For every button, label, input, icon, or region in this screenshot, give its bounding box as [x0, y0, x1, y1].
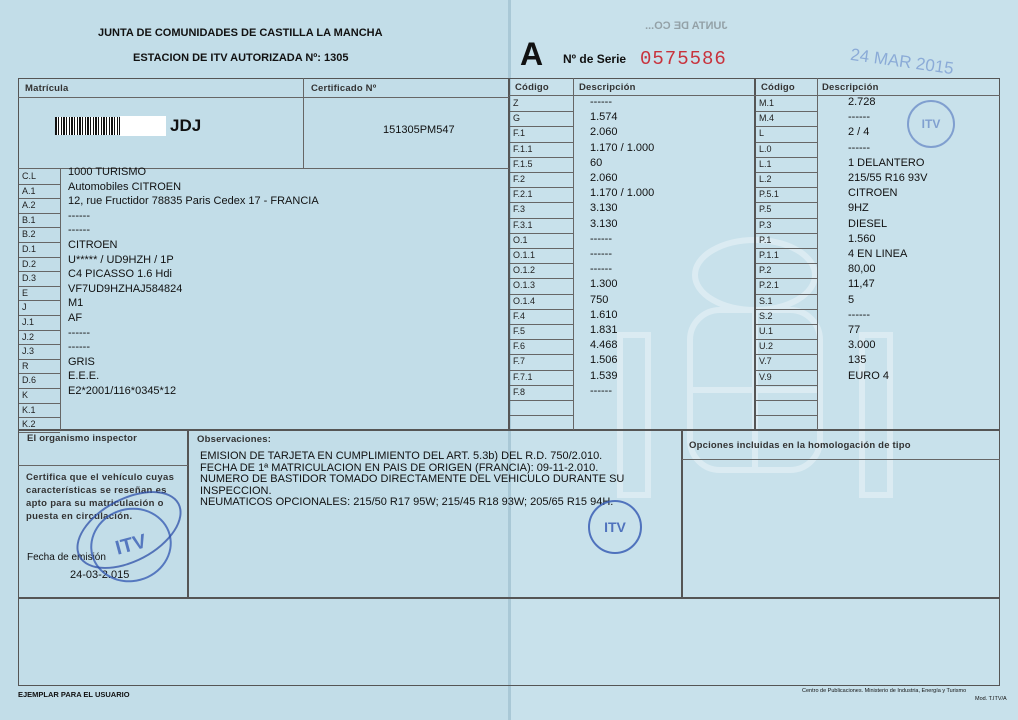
left-row-line	[19, 330, 60, 331]
left-row-line	[19, 300, 60, 301]
right-code: S.1	[759, 295, 773, 306]
observacion-line: NEUMATICOS OPCIONALES: 215/50 R17 95W; 215/45 R18 93W; 205/65 R15 94H.	[200, 496, 614, 508]
mid-value: 1.170 / 1.000	[590, 141, 655, 154]
plate-suffix: JDJ	[170, 116, 202, 135]
form-letter: A	[520, 36, 544, 72]
left-row-line	[19, 271, 60, 272]
left-code: D.3	[22, 273, 37, 284]
right-code: L.1	[759, 158, 772, 169]
right-row-line	[756, 324, 817, 325]
org-title: JUNTA DE COMUNIDADES DE CASTILLA LA MANCHA	[98, 27, 383, 39]
right-value: 135	[848, 354, 867, 367]
left-code: D.6	[22, 375, 37, 386]
mid-row-line	[510, 218, 573, 219]
right-row-line	[756, 202, 817, 203]
right-descripcion-label: Descripción	[822, 82, 879, 93]
bottom-frame	[18, 598, 1000, 686]
mid-code: F.5	[513, 326, 526, 336]
plate-redaction	[120, 116, 166, 136]
right-row-line	[756, 385, 817, 386]
left-value: ------	[68, 341, 90, 354]
mid-code: F.7	[513, 356, 526, 367]
left-code: E	[22, 287, 29, 298]
left-code: J	[22, 302, 27, 313]
mid-row-line	[510, 324, 573, 325]
right-value: 1.560	[848, 232, 876, 245]
observacion-line: NUMERO DE BASTIDOR TOMADO DIRECTAMENTE DEL VEHICULO DURANTE SU	[200, 473, 625, 485]
itv-mark-obs: ITV	[604, 519, 626, 535]
right-code: P.5	[759, 204, 772, 215]
right-row-line	[756, 339, 817, 340]
right-row-line	[756, 248, 817, 249]
right-code: M.1	[759, 98, 775, 108]
left-value: U***** / UD9HZH / 1P	[68, 253, 174, 266]
right-value: ------	[848, 308, 870, 321]
left-code: J.3	[22, 346, 35, 357]
right-code: P.3	[759, 219, 772, 230]
right-code: M.4	[759, 113, 775, 124]
right-row-line	[756, 172, 817, 173]
right-value: 9HZ	[848, 202, 869, 215]
mid-row-line	[510, 354, 573, 355]
right-row-line	[756, 294, 817, 295]
left-code: B.2	[22, 229, 36, 240]
right-codigo-label: Código	[761, 82, 795, 93]
middle-descripcion-label: Descripción	[579, 82, 636, 93]
middle-codigo-label: Código	[515, 82, 549, 93]
mid-row-line	[510, 263, 573, 264]
left-value: GRIS	[68, 355, 95, 368]
mid-row-line	[510, 126, 573, 127]
mid-value: ------	[590, 96, 612, 108]
left-code: K	[22, 390, 29, 400]
right-value: 1 DELANTERO	[848, 156, 925, 169]
left-code: K.2	[22, 419, 36, 430]
left-row-line	[19, 184, 60, 185]
right-row-line	[756, 309, 817, 310]
left-value: E.E.E.	[68, 370, 100, 383]
left-row-line	[19, 198, 60, 199]
right-value: EURO 4	[848, 369, 889, 382]
organismo-label: El organismo inspector	[27, 433, 137, 444]
mid-code: F.1.5	[513, 158, 533, 169]
mid-code: F.1	[513, 128, 526, 139]
right-row-line	[756, 218, 817, 219]
mid-value: 1.170 / 1.000	[590, 187, 655, 200]
mid-code: F.4	[513, 310, 526, 321]
left-row-line	[19, 403, 60, 404]
left-value: VF7UD9HZHAJ584824	[68, 282, 183, 295]
right-code: V.7	[759, 356, 772, 367]
right-code: L	[759, 128, 765, 139]
footer-right-2: Mod. T.ITV/A	[975, 696, 1007, 702]
right-row-line	[756, 400, 817, 401]
right-code: U.2	[759, 341, 774, 352]
mid-row-line	[510, 142, 573, 143]
right-value: 80,00	[848, 263, 876, 276]
mid-row-line	[510, 309, 573, 310]
right-code: P.2	[759, 265, 772, 276]
mid-row-line	[510, 233, 573, 234]
itv-stamp-obs	[588, 500, 642, 554]
right-code: L.2	[759, 174, 772, 184]
mid-code: G	[513, 113, 521, 124]
mid-code: F.1.1	[513, 143, 533, 154]
left-row-line	[19, 359, 60, 360]
certifica-text: Certifica que el vehículo cuyas características se reseñan es apto para su matriculación o puesta en circulación.	[26, 472, 175, 522]
mirror-header-text: JUNTA DE CO...	[645, 20, 728, 32]
right-value: 5	[848, 293, 855, 306]
left-value: 12, rue Fructidor 78835 Paris Cedex 17 - FRANCIA	[68, 195, 319, 208]
left-row-line	[19, 417, 60, 418]
left-value: AF	[68, 312, 83, 324]
left-code: D.2	[22, 258, 37, 269]
right-row-line	[756, 354, 817, 355]
right-code: S.2	[759, 310, 773, 321]
right-row-line	[756, 278, 817, 279]
matricula-label: Matrícula	[25, 83, 69, 94]
mid-row-line	[510, 111, 573, 112]
right-value: ------	[848, 141, 870, 154]
mid-value: 2.060	[590, 172, 618, 184]
right-row-line	[756, 263, 817, 264]
mid-code: F.8	[513, 386, 526, 397]
serie-label: Nº de Serie	[563, 52, 627, 66]
mid-code: F.6	[513, 341, 526, 352]
left-value: M1	[68, 297, 84, 310]
mid-row-line	[510, 172, 573, 173]
left-row-line	[19, 213, 60, 214]
right-value: DIESEL	[848, 217, 888, 230]
right-row-line	[756, 111, 817, 112]
left-value: Automobiles CITROEN	[68, 180, 182, 193]
mid-row-line	[510, 187, 573, 188]
left-code: B.1	[22, 214, 36, 225]
right-value: 77	[848, 324, 861, 336]
left-row-line	[19, 315, 60, 316]
left-code: R	[22, 360, 29, 371]
mid-value: 4.468	[590, 339, 618, 352]
left-value: C4 PICASSO 1.6 Hdi	[68, 268, 172, 281]
right-row-line	[756, 370, 817, 371]
fecha-value: 24-03-2.015	[70, 569, 130, 581]
mid-value: ------	[590, 248, 612, 260]
plate-barcode	[55, 117, 120, 135]
right-row-line	[756, 415, 817, 416]
right-code: P.2.1	[759, 280, 779, 291]
mid-row-line	[510, 278, 573, 279]
mid-value: 2.060	[590, 126, 618, 139]
mid-row-line	[510, 339, 573, 340]
right-value: 3.000	[848, 339, 876, 352]
mid-row-line	[510, 294, 573, 295]
left-value: 1000 TURISMO	[68, 166, 147, 178]
date-stamp: 24 MAR 2015	[849, 44, 955, 79]
mid-value: 1.300	[590, 278, 618, 291]
right-row-line	[756, 233, 817, 234]
mid-row-line	[510, 400, 573, 401]
left-row-line	[19, 344, 60, 345]
mid-row-line	[510, 157, 573, 158]
mid-row-line	[510, 248, 573, 249]
right-value: 215/55 R16 93V	[848, 172, 928, 184]
left-value: ------	[68, 209, 90, 222]
mid-code: F.3.1	[513, 219, 533, 230]
certificado-value: 151305PM547	[383, 124, 455, 136]
left-code: A.1	[22, 185, 36, 196]
right-value: 11,47	[848, 278, 875, 291]
right-value: 2.728	[848, 96, 876, 108]
mid-value: ------	[590, 263, 612, 276]
left-row-line	[19, 373, 60, 374]
mid-code: F.2.1	[513, 189, 533, 200]
right-value: CITROEN	[848, 187, 898, 200]
mid-code: O.1.3	[513, 280, 536, 291]
right-value: ------	[848, 111, 870, 124]
left-code: J.1	[22, 317, 35, 327]
mid-value: 1.831	[590, 324, 618, 336]
mid-value: 1.610	[590, 308, 618, 321]
left-value: ------	[68, 224, 90, 237]
right-row-line	[756, 187, 817, 188]
fecha-label: Fecha de emisión	[27, 552, 106, 563]
left-code: D.1	[22, 244, 37, 254]
mid-code: F.7.1	[513, 371, 533, 382]
right-code: V.9	[759, 371, 772, 382]
right-row-line	[756, 142, 817, 143]
right-row-line	[756, 126, 817, 127]
right-code: P.5.1	[759, 189, 779, 200]
left-row-line	[19, 227, 60, 228]
mid-row-line	[510, 370, 573, 371]
mid-row-line	[510, 415, 573, 416]
middle-frame	[509, 78, 755, 430]
mid-value: ------	[590, 232, 612, 245]
left-row-line	[19, 388, 60, 389]
mid-code: O.1.2	[513, 265, 536, 276]
mid-value: 3.130	[590, 217, 618, 230]
left-code: A.2	[22, 200, 36, 211]
left-code: C.L	[22, 171, 37, 181]
observacion-line: INSPECCION.	[200, 484, 272, 497]
itv-mark-top: ITV	[921, 117, 941, 131]
left-value: CITROEN	[68, 239, 118, 251]
right-code: L.0	[759, 143, 772, 154]
left-code: J.2	[22, 331, 35, 342]
mid-code: O.1	[513, 234, 528, 245]
observacion-line: FECHA DE 1ª MATRICULACION EN PAIS DE ORIGEN (FRANCIA): 09-11-2.010.	[200, 461, 599, 474]
footer-left: EJEMPLAR PARA EL USUARIO	[18, 690, 130, 699]
mid-code: Z	[513, 98, 519, 108]
left-row-line	[19, 257, 60, 258]
right-row-line	[756, 157, 817, 158]
mid-value: 750	[590, 293, 609, 306]
serie-number: 0575586	[640, 48, 727, 70]
right-code: P.1.1	[759, 250, 779, 260]
right-value: 2 / 4	[848, 126, 870, 139]
mid-code: O.1.4	[513, 295, 536, 306]
observacion-line: EMISION DE TARJETA EN CUMPLIMIENTO DEL ART. 5.3b) DEL R.D. 750/2.010.	[200, 450, 603, 462]
left-value: ------	[68, 326, 90, 339]
mid-value: 3.130	[590, 202, 618, 215]
left-row-line	[19, 242, 60, 243]
observaciones-label: Observaciones:	[197, 434, 272, 445]
left-value: E2*2001/116*0345*12	[68, 385, 177, 397]
itv-mark-inspector: ITV	[112, 529, 149, 560]
mid-row-line	[510, 202, 573, 203]
observaciones-lines	[200, 451, 624, 509]
station-title: ESTACION DE ITV AUTORIZADA Nº: 1305	[133, 52, 349, 64]
footer-right-1: Centro de Publicaciones. Ministerio de Industria, Energía y Turismo	[802, 688, 967, 694]
mid-value: ------	[590, 384, 612, 397]
certificado-label: Certificado Nº	[311, 83, 377, 94]
opciones-label: Opciones incluidas en la homologación de tipo	[689, 440, 911, 451]
mid-row-line	[510, 385, 573, 386]
mid-value: 1.574	[590, 111, 618, 124]
right-code: U.1	[759, 326, 774, 336]
left-code: K.1	[22, 404, 36, 415]
mid-code: F.3	[513, 204, 526, 215]
mid-value: 60	[590, 156, 603, 169]
left-row-line	[19, 286, 60, 287]
mid-code: F.2	[513, 174, 526, 184]
mid-value: 1.506	[590, 354, 618, 367]
right-value: 4 EN LINEA	[848, 248, 908, 260]
right-code: P.1	[759, 234, 772, 245]
opciones-box	[682, 430, 1000, 598]
mid-value: 1.539	[590, 369, 618, 382]
mid-code: O.1.1	[513, 250, 536, 260]
